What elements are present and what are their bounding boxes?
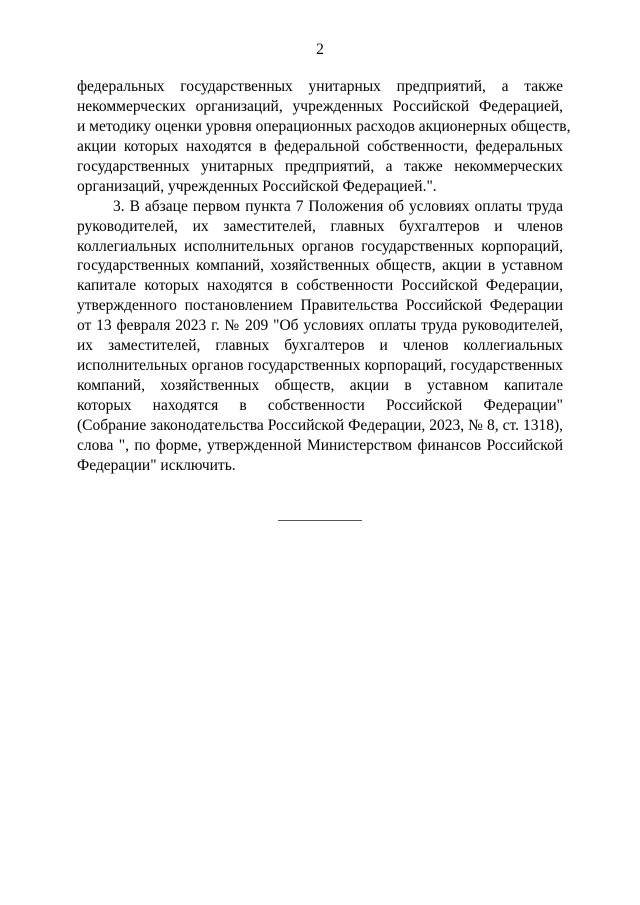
text-line: государственных компаний, хозяйственных обществ, акции в уставном [77,257,563,275]
document-body [77,77,571,476]
text-line: некоммерческих организаций, учрежденных Российской Федерацией, [77,97,563,115]
text-line: их заместителей, главных бухгалтеров и членов коллегиальных [77,337,563,355]
text-line: акции которых находятся в федеральной собственности, федеральных [77,137,563,155]
text-line: государственных унитарных предприятий, а также некоммерческих [77,157,563,175]
text-line: организаций, учрежденных Российской Федерацией.". [77,177,437,195]
text-line: от 13 февраля 2023 г. № 209 "Об условиях оплаты труда руководителей, [77,317,563,335]
text-line: капитале которых находятся в собственности Российской Федерации, [77,277,563,295]
text-line: которых находятся в собственности Российской Федерации" [77,397,563,414]
end-separator-line [278,520,362,521]
text-line: руководителей, их заместителей, главных бухгалтеров и членов [77,217,563,235]
text-line: федеральных государственных унитарных предприятий, а также [77,78,563,95]
text-line: и методику оценки уровня операционных расходов акционерных обществ, [77,117,571,135]
page-number: 2 [316,41,324,58]
text-line: (Собрание законодательства Российской Федерации, 2023, № 8, ст. 1318), [77,416,563,434]
paragraph-start-line: 3. В абзаце первом пункта 7 Положения об условиях оплаты труда [113,197,563,215]
text-line: компаний, хозяйственных обществ, акции в уставном капитале [77,377,563,395]
text-line: утвержденного постановлением Правительства Российской Федерации [77,297,563,315]
text-line: коллегиальных исполнительных органов государственных корпораций, [77,237,563,255]
text-line: исполнительных органов государственных корпораций, государственных [77,357,563,375]
text-line: слова ", по форме, утвержденной Министерством финансов Российской [77,436,563,454]
text-line: Федерации" исключить. [77,456,236,474]
